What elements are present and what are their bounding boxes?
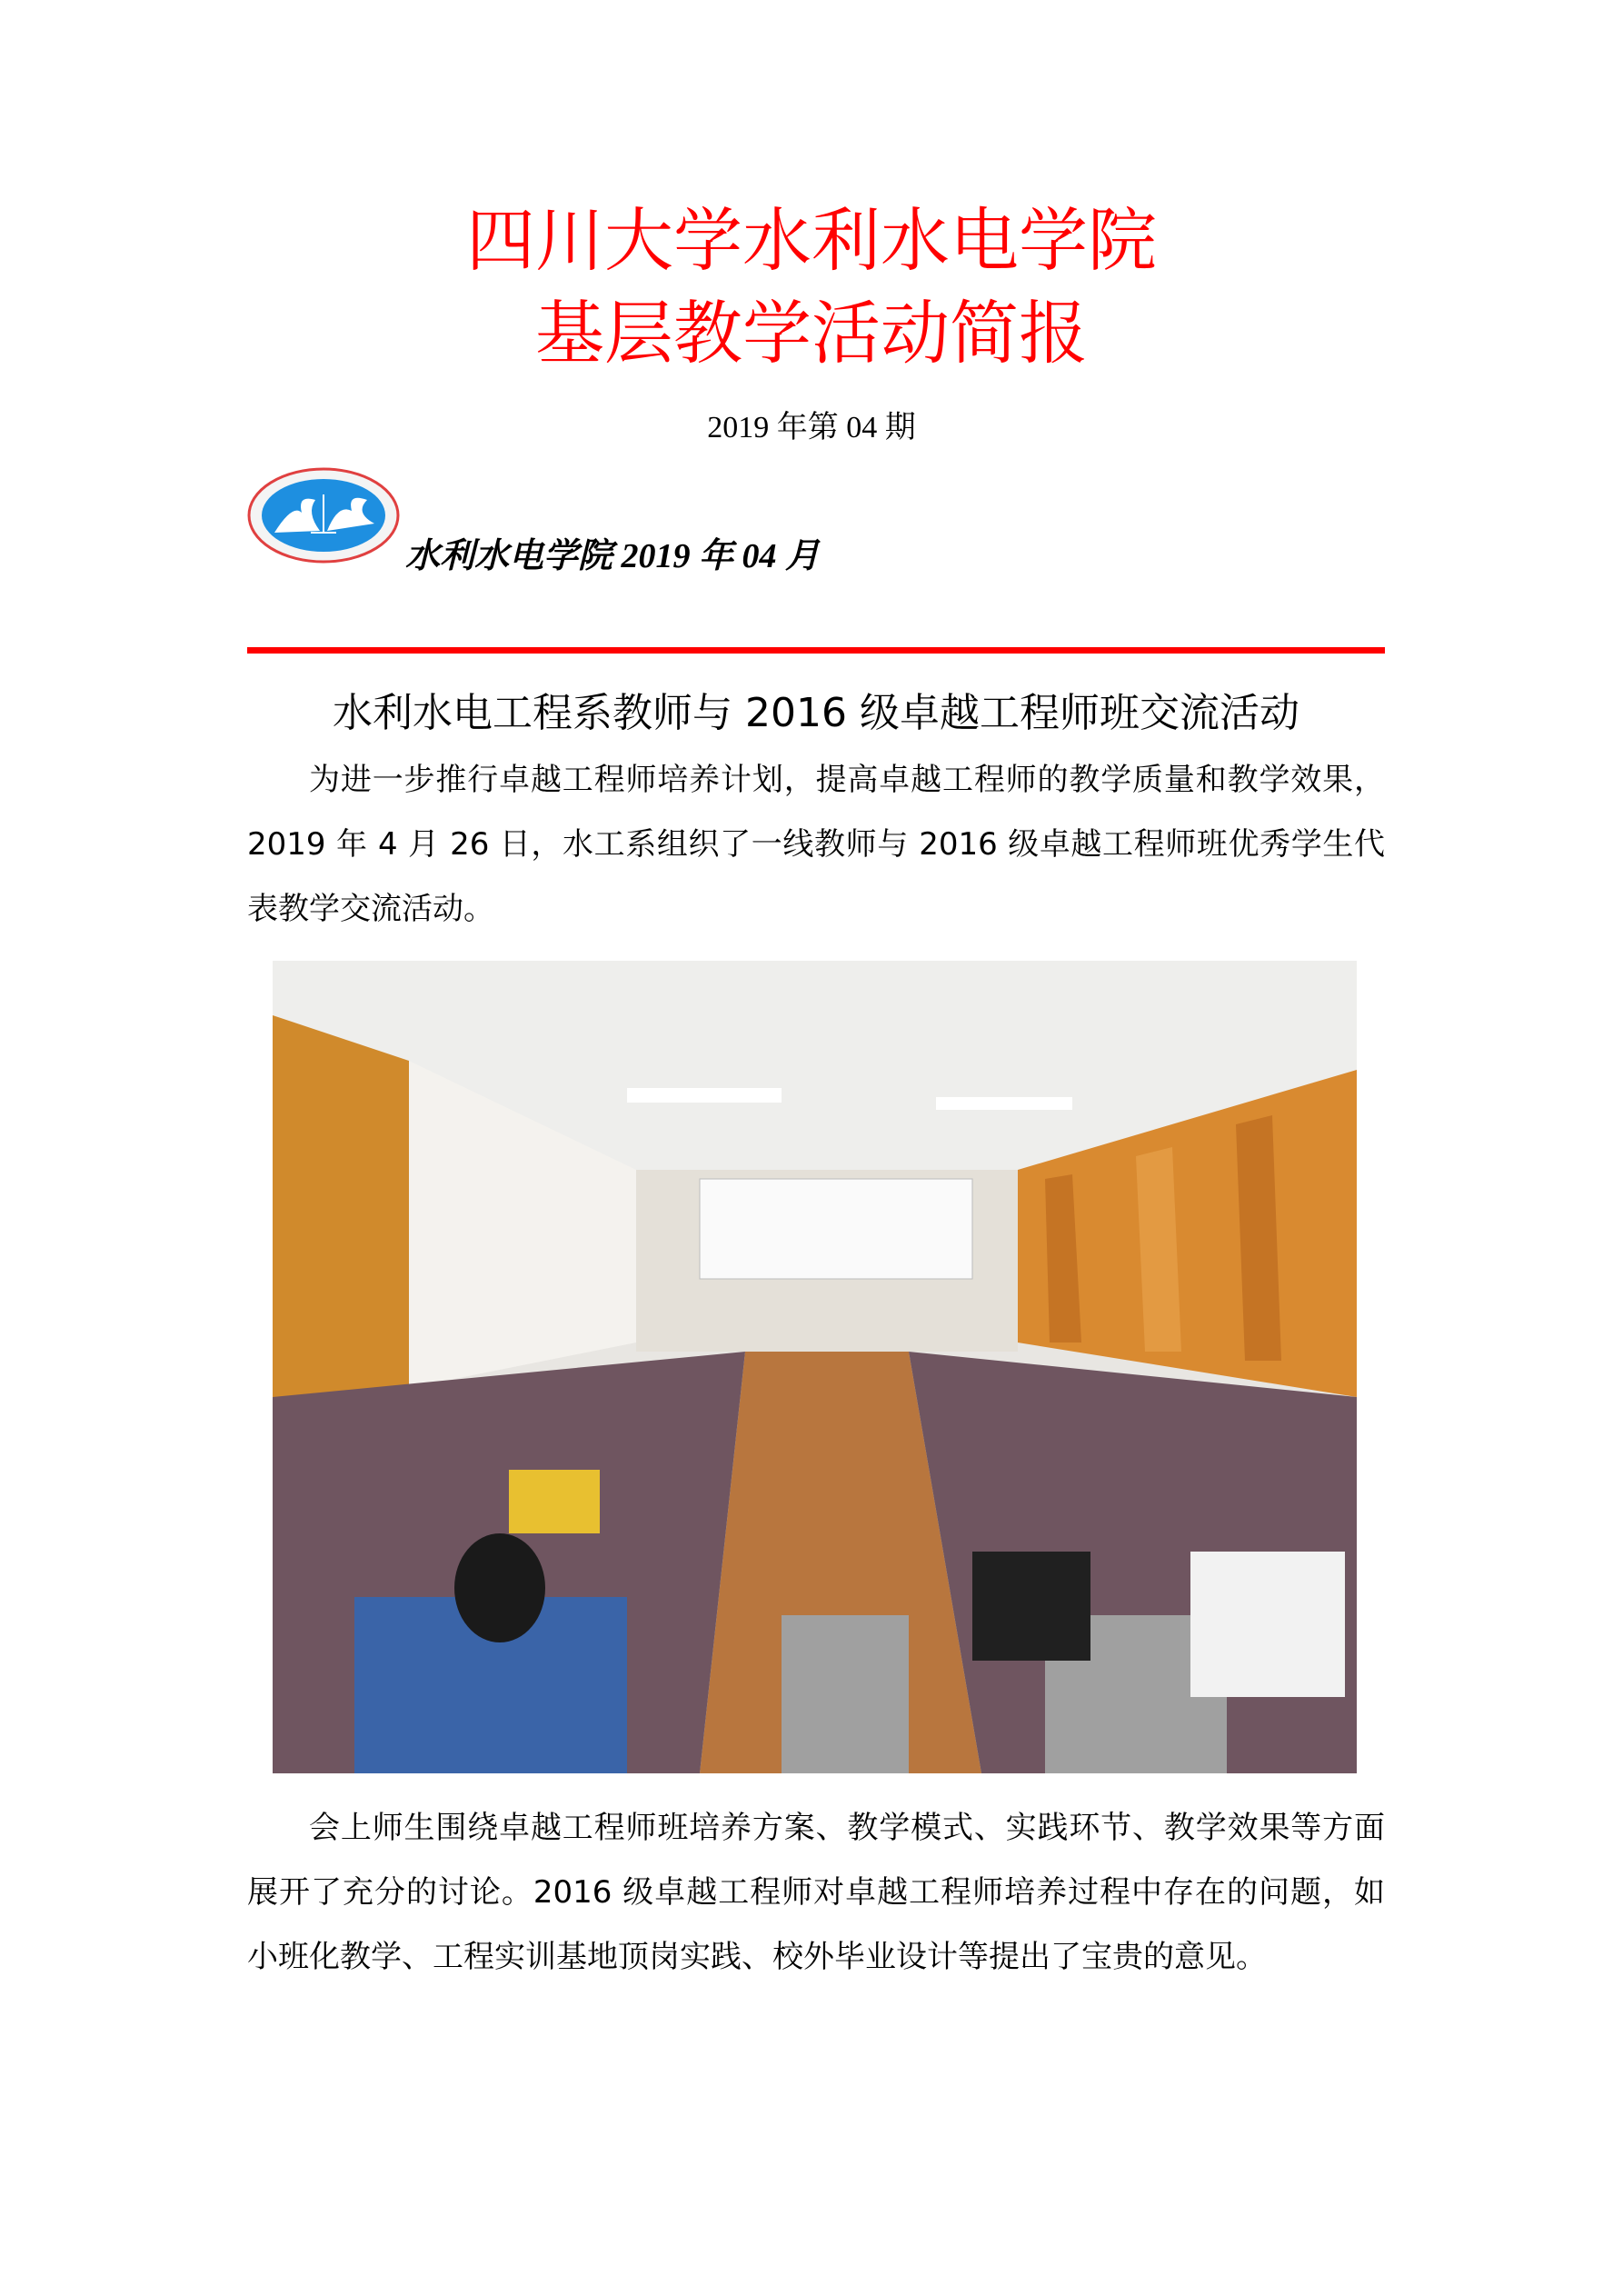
- paragraph-1: 为进一步推行卓越工程师培养计划，提高卓越工程师的教学质量和教学效果，2019 年 4 月 26 日，水工系组织了一线教师与 2016 级卓越工程师班优秀学生代表教学交流活动。: [247, 762, 1385, 927]
- article-heading: 水利水电工程系教师与 2016 级卓越工程师班交流活动: [333, 690, 1299, 736]
- issue-number: 2019 年第 04 期: [707, 411, 916, 444]
- college-logo: [247, 467, 400, 564]
- paragraph-2: 会上师生围绕卓越工程师班培养方案、教学模式、实践环节、教学效果等方面展开了充分的讨论。2016 级卓越工程师对卓越工程师培养过程中存在的问题，如小班化教学、工程实训基地顶岗实践、校外毕业设计等提出了宝贵的意见。: [247, 1810, 1385, 1975]
- red-divider: [247, 647, 1385, 654]
- classroom-photo: [273, 961, 1357, 1773]
- title-line-1: 四川大学水利水电学院: [466, 200, 1157, 281]
- college-date: 水利水电学院 2019 年 04 月: [405, 537, 821, 575]
- title-line-2: 基层教学活动简报: [535, 293, 1088, 374]
